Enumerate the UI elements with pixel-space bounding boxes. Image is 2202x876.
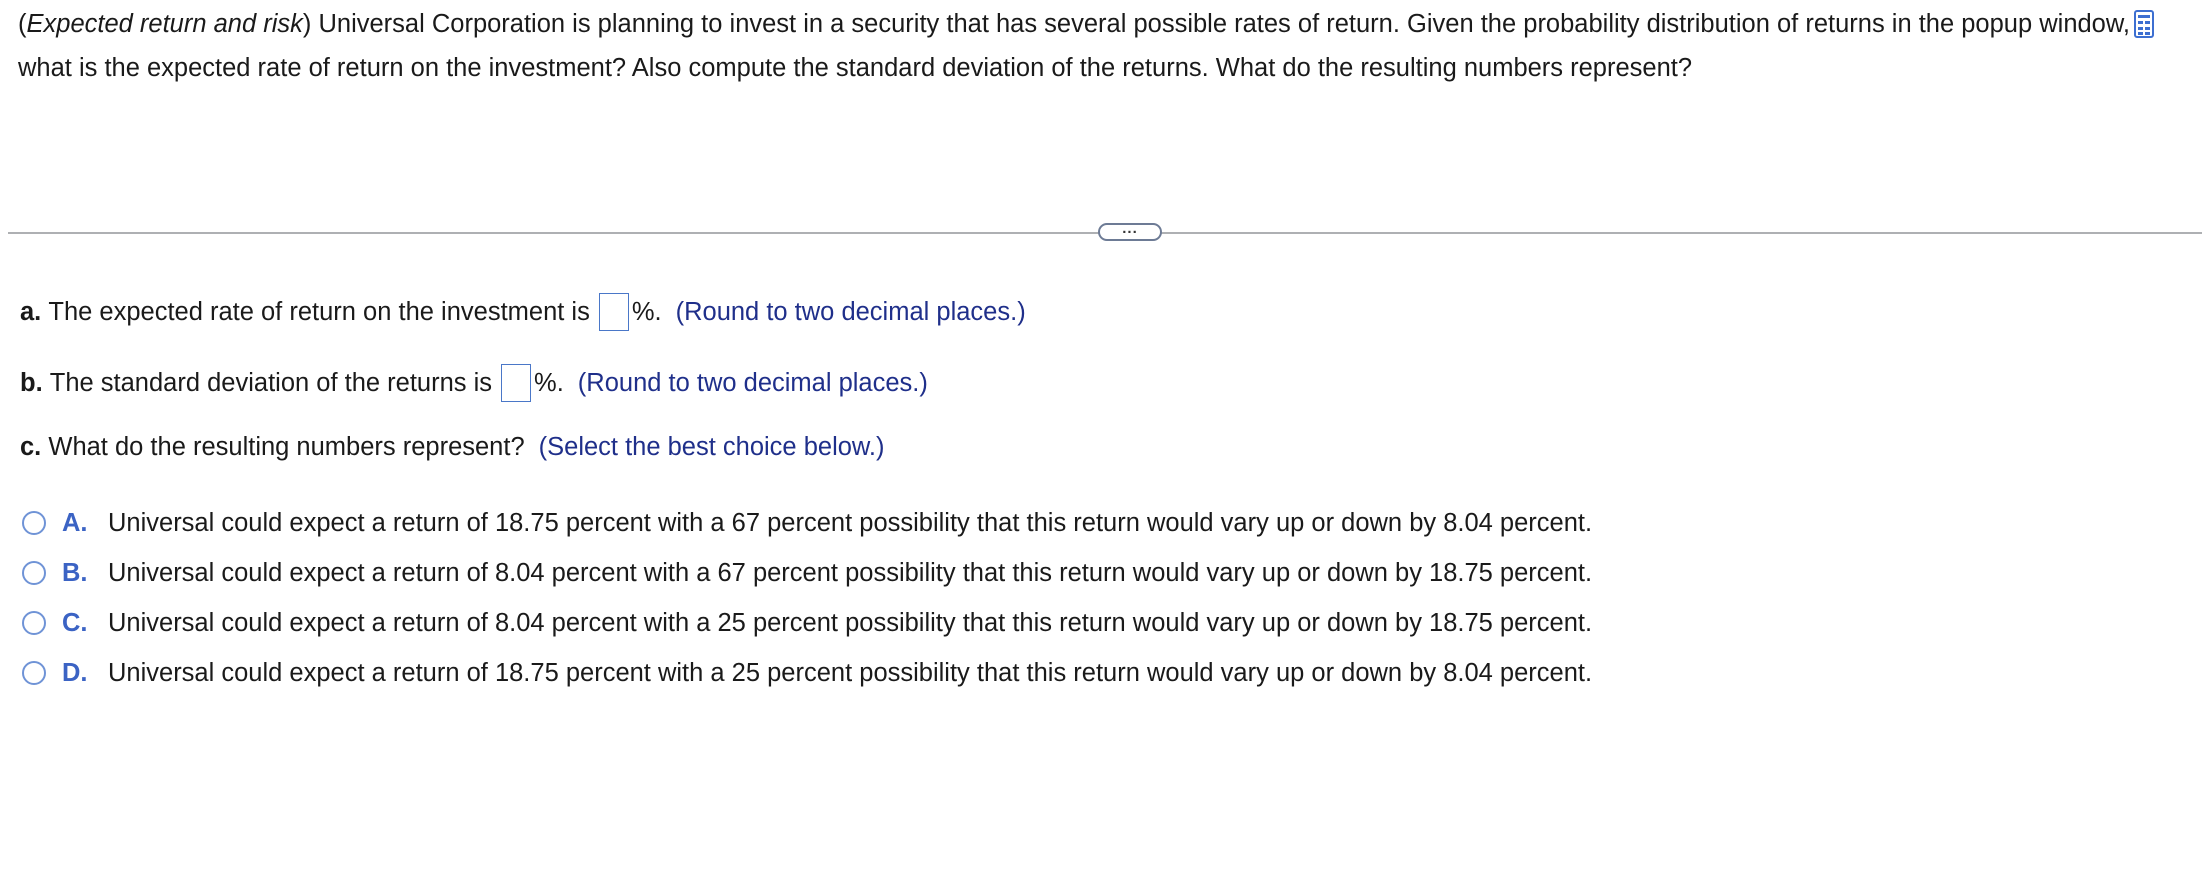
part-a-hint: (Round to two decimal places.) <box>675 298 1026 326</box>
choice-b-radio[interactable] <box>22 561 46 585</box>
choice-c-letter: C. <box>62 608 88 637</box>
part-b-text: The standard deviation of the returns is <box>49 369 493 397</box>
choice-c-radio[interactable] <box>22 611 46 635</box>
choice-a-letter: A. <box>62 508 88 537</box>
part-c-hint: (Select the best choice below.) <box>538 433 885 461</box>
part-b-unit: %. <box>534 369 564 397</box>
choice-a-text: Universal could expect a return of 18.75 percent with a 67 percent possibility that this return would vary up or down by 8.04 percent. <box>108 508 1593 537</box>
choice-d-radio[interactable] <box>22 661 46 685</box>
part-a-unit: %. <box>631 298 662 326</box>
choice-a[interactable] <box>22 505 1592 541</box>
more-dots-icon: ... <box>1122 220 1138 237</box>
choice-b-letter: B. <box>62 558 88 587</box>
standard-deviation-input[interactable] <box>501 364 531 402</box>
answer-choices <box>22 505 1592 705</box>
data-table-icon[interactable] <box>2134 8 2154 36</box>
question-topic: Expected return and risk <box>26 10 303 38</box>
choice-d-text: Universal could expect a return of 18.75 percent with a 25 percent possibility that this return would vary up or down by 8.04 percent. <box>108 658 1593 687</box>
choice-d[interactable] <box>22 655 1592 691</box>
part-a-text: The expected rate of return on the investment is <box>48 298 590 326</box>
question-line-2: what is the expected rate of return on the investment? Also compute the standard deviation of the returns. What do the resulting numbers represent? <box>18 54 1693 82</box>
part-b <box>20 364 928 402</box>
part-a-letter: a. <box>20 298 42 326</box>
part-c-text: What do the resulting numbers represent? <box>48 433 525 461</box>
expand-button[interactable] <box>1098 220 1162 241</box>
choice-c[interactable] <box>22 605 1592 641</box>
choice-c-text: Universal could expect a return of 8.04 percent with a 25 percent possibility that this return would vary up or down by 18.75 percent. <box>108 608 1593 637</box>
question-text: (Expected return and risk) Universal Corporation is planning to invest in a security that has several possible rates of return. Given the probability distribution of returns in the popup window, what is the expected rate of return on the investment? Also compute the standard deviation of the returns. What do the resulting numbers represent? <box>18 2 2188 90</box>
choice-a-radio[interactable] <box>22 511 46 535</box>
choice-d-letter: D. <box>62 658 88 687</box>
part-b-hint: (Round to two decimal places.) <box>577 369 928 397</box>
part-c <box>20 429 885 465</box>
part-a <box>20 293 1026 331</box>
choice-b-text: Universal could expect a return of 8.04 percent with a 67 percent possibility that this return would vary up or down by 18.75 percent. <box>108 558 1593 587</box>
part-b-letter: b. <box>20 369 43 397</box>
question-line-1: ) Universal Corporation is planning to invest in a security that has several possible rates of return. Given the probability distribution of returns in the popup window, <box>302 10 2130 38</box>
choice-b[interactable] <box>22 555 1592 591</box>
part-c-letter: c. <box>20 433 42 461</box>
expected-return-input[interactable] <box>599 293 629 331</box>
